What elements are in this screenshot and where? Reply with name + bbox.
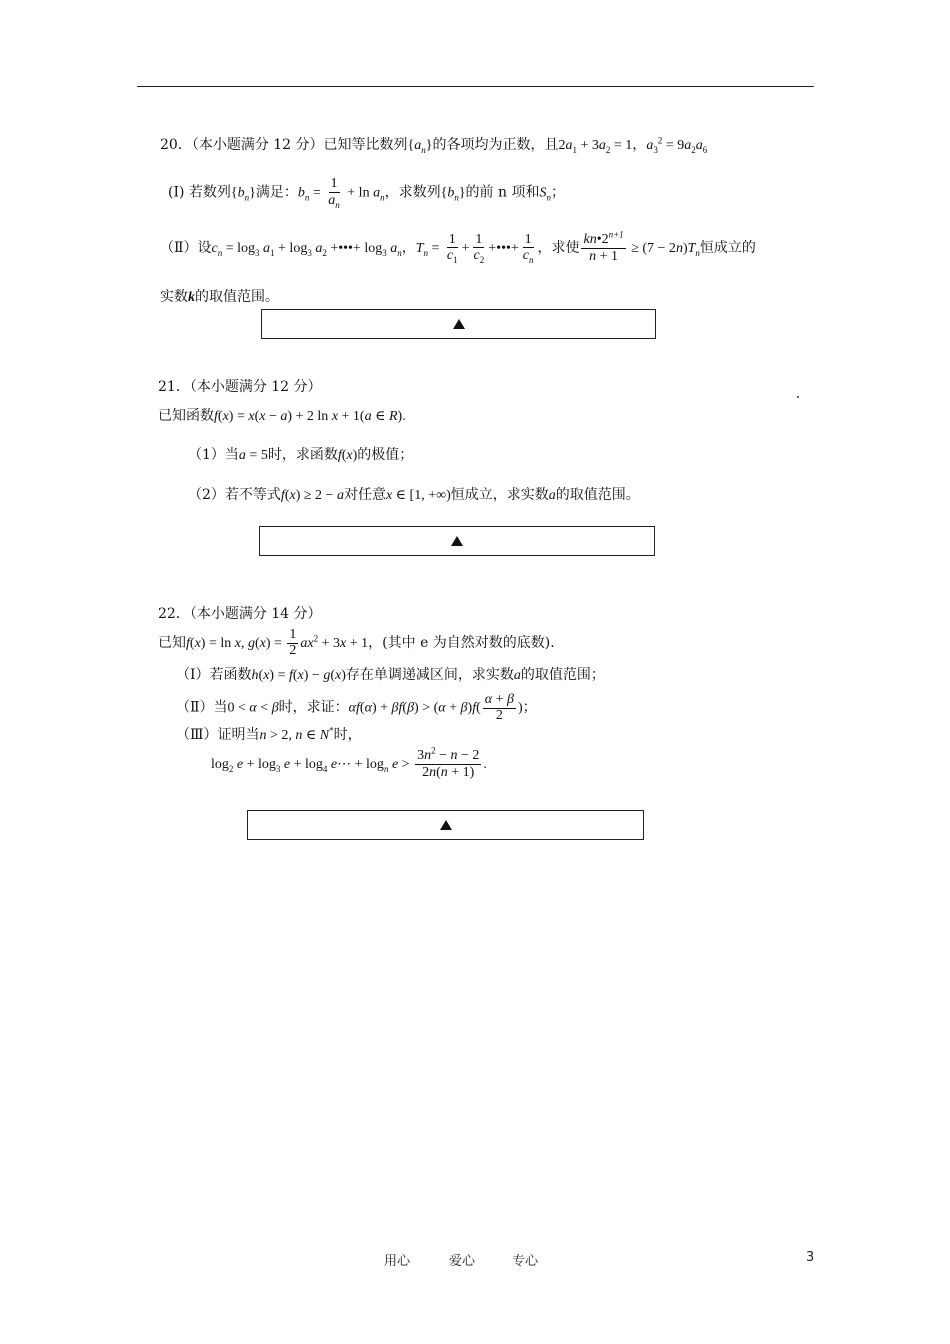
q21-part2-c: 恒成立，求实数 bbox=[450, 487, 549, 503]
q21-part1-c: 的极值； bbox=[357, 447, 414, 463]
q20-part2: （Ⅱ）设$c_n = \log_3 a_1 + \log_3 a_2$ +•••+ $\log_3 a_n$，$T_n$ = $\frac{1}{c_1}$ + $\frac{1}{c_2}$ +•••+ $\frac{1}{c_n}$ ，求使 $\frac{kn•2^{n+1}}{n + 1}$ ≥ $(7 - 2n)T_n$恒成立的 bbox=[160, 229, 756, 265]
q22-answer-box[interactable] bbox=[247, 810, 644, 840]
q22-part3-b: 时， bbox=[333, 727, 362, 743]
header-rule bbox=[137, 86, 814, 87]
q22-part3-formula: $\log_2 e + \log_3 e + \log_4$ e⋯ + $\log_n e$ > $\frac{3n^2 - n - 2}{2n(n + 1)}$ . bbox=[211, 745, 487, 780]
q20-part2-tail: 恒成立的 bbox=[699, 240, 756, 257]
q20-frac-cn: $\frac{1}{c_n}$ bbox=[522, 231, 534, 265]
q21-part1-a: （1）当 bbox=[188, 447, 239, 463]
footer-slogan-1: 用心 bbox=[384, 1254, 411, 1269]
q22-given-a: 已知 bbox=[158, 635, 186, 652]
q22-part1-b: 存在单调递减区间，求实数 bbox=[345, 667, 514, 683]
q21-part1: （1）当a = 5时，求函数f(x)的极值； bbox=[188, 447, 414, 463]
q22-part2-b: 时，求证： bbox=[278, 699, 349, 716]
q22-part1: （Ⅰ）若函数h(x) = f(x) − g(x)存在单调递减区间，求实数a的取值范围； bbox=[176, 667, 605, 683]
answer-marker-icon bbox=[453, 319, 465, 329]
q20-frac-kn: $\frac{kn•2^{n+1}}{n + 1}$ bbox=[583, 229, 624, 264]
q22-frac-rhs: $\frac{3n^2 - n - 2}{2n(n + 1)}$ bbox=[417, 745, 480, 780]
q22-part2: （Ⅱ）当0 < α < β时，求证：αf(α) + βf(β) > (α + β)f( $\frac{\alpha + \beta}{2}$ )； bbox=[176, 692, 537, 723]
q20-part2-line2-a: 实数 bbox=[160, 289, 188, 305]
q20-part1: (I) 若数列$\{b_n\}$满足：$b_n$ = $\frac{1}{a_n}$ + $\ln a_n$，求数列$\{b_n\}$的前 n 项和$S_n$； bbox=[168, 176, 565, 210]
q20-answer-box[interactable] bbox=[261, 309, 656, 339]
q20-part2-mid: ，求使 bbox=[537, 240, 580, 257]
q20-frac-1-an: $\frac{1}{a_n}$ bbox=[328, 176, 340, 210]
footer-slogan-2: 爱心 bbox=[449, 1254, 476, 1269]
answer-marker-icon bbox=[451, 536, 463, 546]
q22-part3-a: （Ⅲ）证明当 bbox=[176, 727, 260, 743]
answer-marker-icon bbox=[440, 820, 452, 830]
q22-given: 已知f(x) = ln x, g(x) = $\frac{1}{2}$ $ax^2 + 3x + 1$，(其中 e 为自然对数的底数). bbox=[158, 627, 555, 658]
q22-part1-a: （Ⅰ）若函数 bbox=[176, 667, 252, 683]
q21-header: 21．（本小题满分 12 分） bbox=[158, 379, 322, 395]
q20-header: 20．（本小题满分 12 分）已知等比数列 bbox=[160, 137, 408, 153]
q22-part2-a: （Ⅱ）当 bbox=[176, 699, 228, 716]
scan-speck bbox=[797, 396, 799, 398]
q21-given: 已知函数f(x) = x(x − a) + 2 ln x + 1(a ∈ R). bbox=[158, 408, 406, 424]
q22-header: 22．（本小题满分 14 分） bbox=[158, 606, 322, 622]
q20-frac-c1: $\frac{1}{c_1}$ bbox=[446, 231, 458, 265]
q22-given-b: ，(其中 e 为自然对数的底数). bbox=[368, 635, 555, 652]
q20-frac-c2: $\frac{1}{c_2}$ bbox=[473, 231, 485, 265]
page-number: 3 bbox=[806, 1250, 815, 1265]
q20-part1-mid: 满足： bbox=[255, 184, 298, 201]
q21-given-text: 已知函数 bbox=[158, 408, 214, 424]
q22-part3: （Ⅲ）证明当n > 2, n ∈ N*时， bbox=[176, 725, 362, 743]
q20-part2-line2: 实数k的取值范围。 bbox=[160, 289, 279, 305]
q21-answer-box[interactable] bbox=[259, 526, 655, 556]
q21-part2: （2）若不等式f(x) ≥ 2 − a对任意x ∈ [1, +∞)恒成立，求实数a的取值范围。 bbox=[188, 487, 640, 503]
q20-part2-line2-b: 的取值范围。 bbox=[195, 289, 279, 305]
q20-part1-end: ，求数列 bbox=[384, 184, 441, 201]
q22-frac-alpha-beta: $\frac{\alpha + \beta}{2}$ bbox=[484, 692, 515, 723]
q20-part2-label: （Ⅱ）设 bbox=[160, 240, 212, 257]
q20-part1-label: (I) 若数列 bbox=[168, 184, 231, 201]
q21-part2-d: 的取值范围。 bbox=[555, 487, 640, 503]
q20-cond-text: 的各项均为正数，且 bbox=[432, 137, 559, 153]
q22-frac-half: $\frac{1}{2}$ bbox=[289, 627, 297, 658]
q21-part1-b: 时，求函数 bbox=[267, 447, 338, 463]
q21-part2-a: （2）若不等式 bbox=[188, 487, 281, 503]
q20-part1-end2: 的前 n 项和 bbox=[465, 184, 540, 201]
q22-part1-c: 的取值范围； bbox=[520, 667, 605, 683]
q20-header-line: 20．（本小题满分 12 分）已知等比数列$\{a_n\}$的各项均为正数，且$2a_1 + 3a_2 = 1$，$a_3^2 = 9a_2a_6$ bbox=[160, 135, 708, 155]
q21-part2-b: 对任意 bbox=[343, 487, 386, 503]
footer-slogan-3: 专心 bbox=[512, 1254, 539, 1269]
